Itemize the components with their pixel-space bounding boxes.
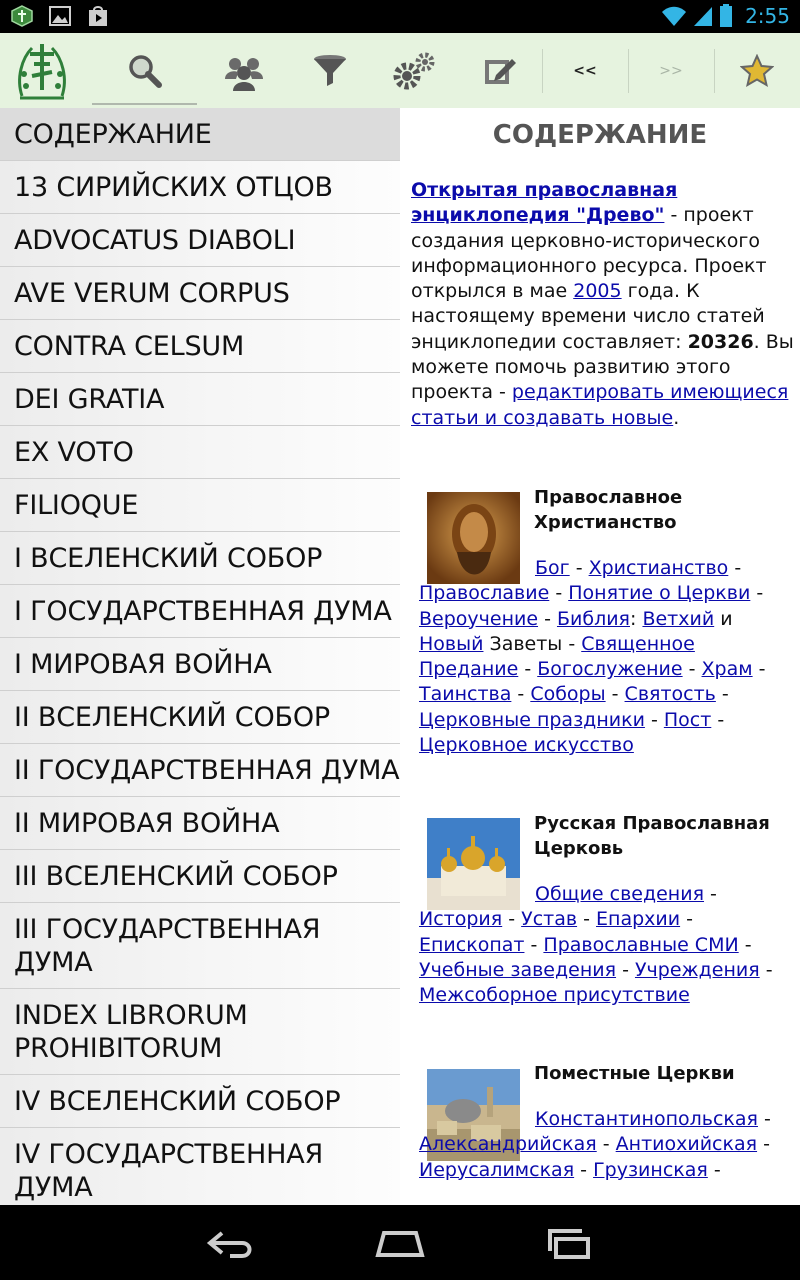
list-item-label: EX VOTO — [14, 436, 134, 468]
section-link[interactable]: Священное Предание — [419, 632, 695, 681]
page-title: СОДЕРЖАНИЕ — [492, 120, 708, 150]
section-link[interactable]: Бог — [535, 557, 570, 579]
edit-articles-link[interactable]: редактировать имеющиеся статьи и создавать новые — [411, 381, 789, 429]
settings-icon — [392, 51, 436, 91]
section-link[interactable]: Соборы — [530, 683, 606, 706]
section-link[interactable]: Антиохийская — [615, 1133, 758, 1156]
edit-icon — [482, 53, 518, 89]
section-link[interactable]: Церковные праздники — [419, 708, 645, 731]
separator-text: - — [596, 1133, 616, 1156]
signal-icon — [693, 5, 713, 27]
separator-text: - — [757, 1108, 771, 1130]
divider — [628, 49, 629, 93]
separator-text: : — [630, 607, 643, 630]
separator-text: - — [518, 658, 538, 681]
encyclopedia-link[interactable]: Открытая православная энциклопедия "Древо" — [411, 179, 678, 227]
next-label: >> — [659, 62, 683, 79]
list-item-label: III ВСЕЛЕНСКИЙ СОБОР — [14, 860, 338, 892]
list-item[interactable] — [0, 691, 400, 744]
list-item[interactable] — [0, 479, 400, 532]
image-icon — [48, 5, 72, 27]
section-link[interactable]: Библия — [556, 607, 630, 630]
separator-text: - — [757, 1133, 770, 1156]
clock: 2:55 — [745, 4, 790, 28]
separator-text: - — [707, 1158, 721, 1181]
search-icon — [125, 51, 165, 91]
edit-button[interactable] — [470, 33, 530, 108]
section-title: Православное Христианство — [534, 487, 683, 533]
star-icon — [740, 54, 774, 88]
list-item[interactable] — [0, 320, 400, 373]
list-item-label: III ГОСУДАРСТВЕННАЯ ДУМА — [14, 913, 321, 978]
separator-text: - — [680, 908, 693, 931]
list-item[interactable] — [0, 638, 400, 691]
separator-text: - — [524, 933, 544, 956]
separator-text: - — [549, 582, 569, 605]
separator-text: - — [605, 683, 625, 706]
list-item-label: СОДЕРЖАНИЕ — [14, 118, 212, 150]
section-link[interactable]: Епархии — [596, 908, 681, 931]
separator-text: - — [569, 557, 589, 579]
play-store-icon — [86, 5, 110, 27]
article-count: 20326 — [687, 330, 754, 353]
section-link[interactable]: Православные СМИ — [543, 933, 739, 956]
list-item[interactable] — [0, 214, 400, 267]
next-button[interactable] — [641, 33, 701, 108]
list-item-label: I МИРОВАЯ ВОЙНА — [14, 648, 272, 680]
app-notification-icon — [10, 5, 34, 27]
list-item[interactable] — [0, 903, 400, 989]
separator-text: - — [750, 582, 764, 605]
list-item-label: II ГОСУДАРСТВЕННАЯ ДУМА — [14, 754, 400, 786]
list-item[interactable] — [0, 161, 400, 214]
separator-text: - — [682, 658, 702, 681]
list-item-label: I ВСЕЛЕНСКИЙ СОБОР — [14, 542, 323, 574]
section-link[interactable]: Грузинская — [593, 1158, 708, 1181]
intro-text: - проект создания церковно-исторического информационного ресурса. Проект открылся в мае — [411, 204, 767, 303]
settings-button[interactable] — [384, 33, 444, 108]
article-list[interactable] — [0, 108, 400, 1205]
section-link[interactable]: Учреждения — [634, 958, 760, 981]
list-item[interactable] — [0, 426, 400, 479]
section-link[interactable]: Межсоборное присутствие — [419, 984, 690, 1007]
separator-text: - — [728, 557, 742, 579]
section-link[interactable]: Христианство — [588, 557, 729, 579]
list-item-label: DEI GRATIA — [14, 383, 165, 415]
prev-button[interactable] — [555, 33, 615, 108]
list-item-label: 13 СИРИЙСКИХ ОТЦОВ — [14, 171, 333, 203]
list-item[interactable] — [0, 108, 400, 161]
list-item[interactable] — [0, 1128, 400, 1205]
navigation-bar — [0, 1205, 800, 1280]
section-link[interactable]: Учебные заведения — [419, 958, 617, 981]
separator-text: - — [511, 683, 531, 706]
list-item-label: IV ВСЕЛЕНСКИЙ СОБОР — [14, 1085, 341, 1117]
section-link[interactable]: Александрийская — [419, 1133, 597, 1156]
section-link[interactable]: Богослужение — [537, 658, 683, 681]
year-link[interactable]: 2005 — [573, 280, 622, 303]
prev-label: << — [573, 62, 597, 79]
separator-text: - — [577, 908, 597, 931]
search-button[interactable] — [92, 33, 197, 108]
battery-icon — [719, 4, 733, 28]
filter-button[interactable] — [300, 33, 360, 108]
app-logo-icon — [12, 38, 72, 104]
back-icon[interactable] — [200, 1223, 260, 1263]
section-link[interactable]: Таинства — [419, 683, 512, 706]
section-links — [419, 1107, 797, 1183]
separator-text: - — [711, 708, 725, 731]
intro-text: года. К настоящему времени число статей энциклопедии составляет: — [411, 280, 765, 353]
list-item[interactable] — [0, 532, 400, 585]
section-link[interactable]: Понятие о Церкви — [568, 582, 751, 605]
section-links — [419, 882, 797, 1008]
separator-text: - — [502, 908, 522, 931]
list-item[interactable] — [0, 850, 400, 903]
search-underline — [92, 103, 197, 105]
list-item-label: I ГОСУДАРСТВЕННАЯ ДУМА — [14, 595, 392, 627]
section-link[interactable]: Церковное искусство — [419, 734, 634, 757]
section-link[interactable]: Устав — [521, 908, 578, 931]
list-item[interactable] — [0, 267, 400, 320]
list-item[interactable] — [0, 585, 400, 638]
separator-text: - — [616, 958, 635, 981]
divider — [714, 49, 715, 93]
section-link[interactable]: Общие сведения — [535, 883, 705, 905]
action-bar — [0, 33, 800, 109]
list-item-label: INDEX LIBRORUM PROHIBITORUM — [14, 999, 248, 1064]
section-link[interactable]: Константинопольская — [535, 1108, 758, 1130]
recent-apps-icon[interactable] — [540, 1223, 600, 1263]
separator-text: - — [738, 933, 752, 956]
list-item-label: ADVOCATUS DIABOLI — [14, 224, 296, 256]
people-icon — [224, 51, 264, 91]
separator-text: - — [538, 607, 557, 630]
separator-text: и — [714, 607, 733, 630]
section-title: Поместные Церкви — [534, 1063, 735, 1084]
separator-text: - — [759, 958, 773, 981]
wifi-icon — [661, 5, 687, 27]
separator-text: Заветы - — [483, 632, 582, 655]
list-item-label: AVE VERUM CORPUS — [14, 277, 290, 309]
favorites-button[interactable] — [727, 33, 787, 108]
home-icon[interactable] — [370, 1223, 430, 1263]
intro-text: . Вы можете помочь развитию этого проекта - — [411, 330, 794, 404]
separator-text: - — [752, 658, 766, 681]
list-item[interactable] — [0, 989, 400, 1075]
list-item[interactable] — [0, 373, 400, 426]
section-links — [419, 556, 797, 758]
list-item-label: FILIOQUE — [14, 489, 139, 521]
section-link[interactable]: Иерусалимская — [419, 1158, 575, 1181]
list-item-label: II ВСЕЛЕНСКИЙ СОБОР — [14, 701, 330, 733]
list-item[interactable] — [0, 1075, 400, 1128]
article-content[interactable] — [400, 108, 800, 1205]
separator-text: - — [574, 1158, 594, 1181]
section-link[interactable]: История — [419, 908, 503, 931]
separator-text: - — [644, 708, 664, 731]
list-item[interactable] — [0, 797, 400, 850]
list-item-label: II МИРОВАЯ ВОЙНА — [14, 807, 280, 839]
list-item[interactable] — [0, 744, 400, 797]
people-button[interactable] — [214, 33, 274, 108]
intro-text: . — [673, 406, 680, 429]
section-link[interactable]: Епископат — [419, 933, 525, 956]
section-link[interactable]: Пост — [663, 708, 712, 731]
intro-paragraph — [411, 178, 795, 431]
app-logo-button[interactable] — [12, 33, 72, 108]
separator-text: - — [704, 883, 717, 905]
list-item-label: CONTRA CELSUM — [14, 330, 245, 362]
section-link[interactable]: Новый — [419, 632, 484, 655]
list-item-label: IV ГОСУДАРСТВЕННАЯ ДУМА — [14, 1138, 324, 1203]
section-title: Русская Православная Церковь — [534, 813, 770, 859]
separator-text: - — [715, 683, 729, 706]
filter-icon — [312, 53, 348, 89]
status-bar — [0, 0, 800, 33]
section-link[interactable]: Православие — [419, 582, 550, 605]
section-link[interactable]: Храм — [701, 658, 753, 681]
divider — [542, 49, 543, 93]
section-link[interactable]: Святость — [624, 683, 716, 706]
section-link[interactable]: Вероучение — [419, 607, 539, 630]
section-link[interactable]: Ветхий — [642, 607, 715, 630]
